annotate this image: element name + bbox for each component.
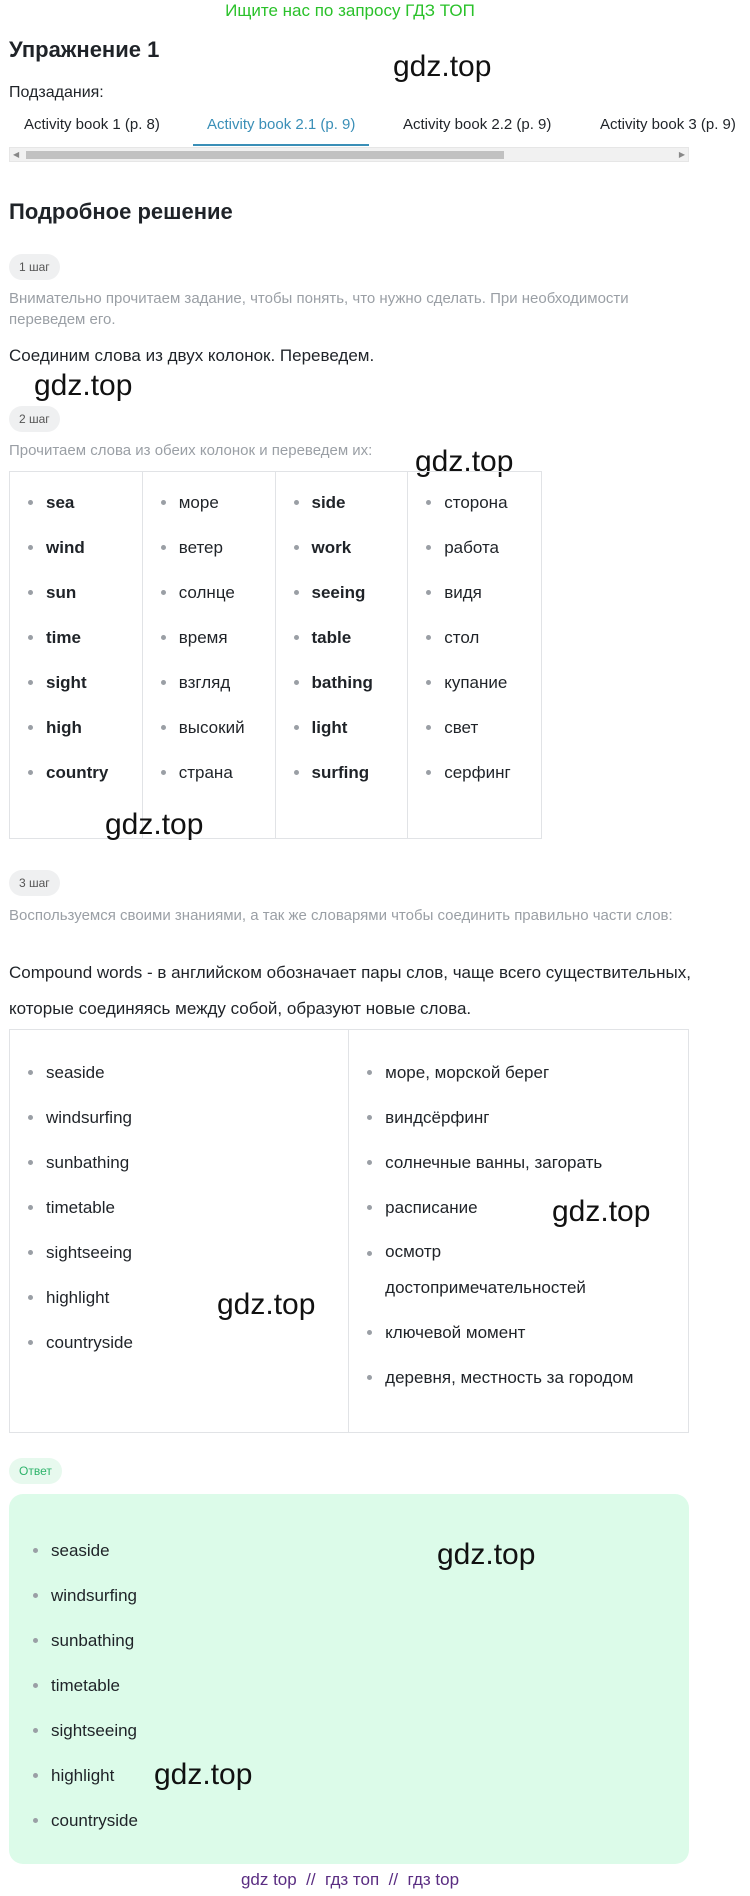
list-item: windsurfing	[10, 1095, 348, 1140]
watermark: gdz.top	[437, 1538, 536, 1571]
list-item: ветер	[143, 525, 275, 570]
list-item: купание	[408, 660, 541, 705]
list-item: seeing	[276, 570, 408, 615]
watermark: gdz.top	[217, 1288, 316, 1321]
list-item: высокий	[143, 705, 275, 750]
watermark: gdz.top	[154, 1758, 253, 1791]
watermark: gdz.top	[415, 445, 514, 478]
list-item: sightseeing	[10, 1230, 348, 1275]
list-item: осмотр достопримечательностей	[349, 1230, 688, 1310]
list-item: сторона	[408, 480, 541, 525]
list-item: sightseeing	[15, 1708, 689, 1753]
step2-hint: Прочитаем слова из обеих колонок и переведем их:	[9, 442, 373, 459]
step-badge-2: 2 шаг	[9, 406, 60, 432]
step-badge-1: 1 шаг	[9, 254, 60, 280]
list-item: wind	[10, 525, 142, 570]
col-english-second	[276, 480, 408, 795]
answer-list	[9, 1494, 689, 1843]
list-item: sea	[10, 480, 142, 525]
list-item: side	[276, 480, 408, 525]
list-item: взгляд	[143, 660, 275, 705]
watermark: gdz.top	[105, 808, 204, 841]
subtasks-label: Подзадания:	[9, 84, 104, 101]
step3-hint: Воспользуемся своими знаниями, а так же словарями чтобы соединить правильно части слов:	[9, 907, 673, 924]
list-item: работа	[408, 525, 541, 570]
step1-text: Соединим слова из двух колонок. Переведем.	[9, 346, 375, 365]
list-item: light	[276, 705, 408, 750]
list-item: стол	[408, 615, 541, 660]
list-item: расписание	[349, 1185, 688, 1230]
list-item: countryside	[10, 1320, 348, 1365]
list-item: видя	[408, 570, 541, 615]
list-item: work	[276, 525, 408, 570]
list-item: солнце	[143, 570, 275, 615]
list-item: свет	[408, 705, 541, 750]
answer-box	[9, 1494, 689, 1864]
list-item: ключевой момент	[349, 1310, 688, 1355]
step3-text: Compound words - в английском обозначает пары слов, чаще всего существительных, которые соединяясь между собой, образуют новые слова.	[9, 963, 691, 1018]
list-item: seaside	[10, 1050, 348, 1095]
list-item: surfing	[276, 750, 408, 795]
answer-badge: Ответ	[9, 1458, 62, 1484]
list-item: windsurfing	[15, 1573, 689, 1618]
list-item: sun	[10, 570, 142, 615]
watermark: gdz.top	[34, 369, 133, 402]
list-item: sight	[10, 660, 142, 705]
col-english-first	[10, 480, 142, 795]
subtask-tabs	[0, 108, 736, 148]
watermark: gdz.top	[393, 50, 492, 83]
list-item: страна	[143, 750, 275, 795]
tab-activity-book-3[interactable]: Activity book 3 (p. 9)	[600, 116, 736, 133]
page-title: Упражнение 1	[9, 37, 160, 62]
list-item: деревня, местность за городом	[349, 1355, 688, 1400]
col-russian-first	[143, 480, 275, 795]
list-item: виндсёрфинг	[349, 1095, 688, 1140]
list-item: time	[10, 615, 142, 660]
step-badge-3: 3 шаг	[9, 870, 60, 896]
list-item: high	[10, 705, 142, 750]
tabs-scrollbar[interactable]	[9, 147, 689, 162]
list-item: highlight	[10, 1275, 348, 1320]
tab-activity-book-2-1[interactable]: Activity book 2.1 (p. 9)	[193, 108, 369, 146]
search-banner[interactable]: Ищите нас по запросу ГДЗ ТОП	[225, 1, 475, 20]
list-item: sunbathing	[10, 1140, 348, 1185]
list-item: highlight	[15, 1753, 689, 1798]
list-item: солнечные ванны, загорать	[349, 1140, 688, 1185]
scroll-right-icon[interactable]: ▶	[678, 150, 685, 159]
list-item: bathing	[276, 660, 408, 705]
list-item: timetable	[15, 1663, 689, 1708]
watermark: gdz.top	[552, 1195, 651, 1228]
list-item: table	[276, 615, 408, 660]
scroll-thumb[interactable]	[26, 151, 504, 159]
col-russian-second	[408, 480, 541, 795]
step1-hint: Внимательно прочитаем задание, чтобы понять, что нужно сделать. При необходимости переведем его.	[9, 290, 629, 328]
list-item: country	[10, 750, 142, 795]
list-item: серфинг	[408, 750, 541, 795]
list-item: sunbathing	[15, 1618, 689, 1663]
tab-activity-book-1[interactable]: Activity book 1 (p. 8)	[24, 116, 160, 133]
words-table	[9, 471, 542, 839]
list-item: море, морской берег	[349, 1050, 688, 1095]
list-item: время	[143, 615, 275, 660]
footer-links[interactable]: gdz top // гдз топ // гдз top	[240, 1870, 460, 1889]
tab-activity-book-2-2[interactable]: Activity book 2.2 (p. 9)	[403, 116, 552, 133]
list-item: timetable	[10, 1185, 348, 1230]
list-item: море	[143, 480, 275, 525]
solution-heading: Подробное решение	[9, 199, 233, 224]
scroll-left-icon[interactable]: ◀	[13, 150, 20, 159]
list-item: countryside	[15, 1798, 689, 1843]
compound-words-table	[9, 1029, 689, 1433]
list-item: seaside	[15, 1528, 689, 1573]
